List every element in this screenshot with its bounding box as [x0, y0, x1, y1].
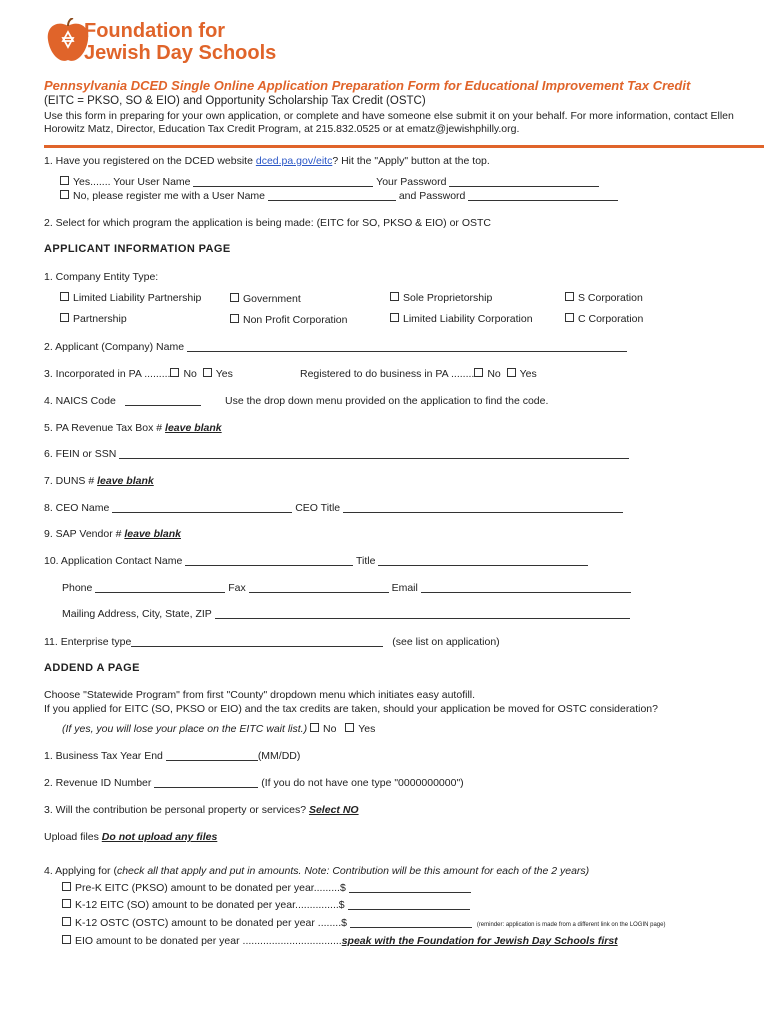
form-title: Pennsylvania DCED Single Online Application Preparation Form for Educational Improvement Tax Credit	[44, 78, 691, 93]
checkbox[interactable]	[565, 292, 574, 301]
checkbox[interactable]	[230, 314, 239, 323]
new-username-field[interactable]	[268, 190, 396, 201]
entity-option[interactable]	[390, 292, 492, 304]
entity-option-label: Sole Proprietorship	[403, 292, 493, 304]
checkbox[interactable]	[62, 917, 71, 926]
entity-option-label: S Corporation	[578, 292, 643, 304]
checkbox[interactable]	[60, 190, 69, 199]
checkbox[interactable]	[390, 292, 399, 301]
ceo-name-label: 8. CEO Name	[44, 502, 110, 514]
pkso-amount-field[interactable]	[349, 882, 471, 893]
incorporated-yes: Yes	[215, 368, 233, 380]
applying-item	[62, 882, 471, 894]
ceo-title-field[interactable]	[343, 502, 623, 513]
registered-label: Registered to do business in PA ........	[300, 368, 475, 380]
applicant-heading: APPLICANT INFORMATION PAGE	[44, 243, 231, 255]
upload-label: Upload files	[44, 831, 102, 843]
contribution-note: Select NO	[308, 804, 359, 816]
ceo-name-field[interactable]	[112, 502, 292, 513]
enterprise-row	[44, 636, 500, 648]
applying-item-label: Pre-K EITC (PKSO) amount to be donated per year.........$	[75, 882, 346, 894]
question-1	[44, 155, 490, 167]
addend-line-2: If you applied for EITC (SO, PKSO or EIO) and the tax credits are taken, should your application be moved for OSTC consideration?	[44, 703, 658, 715]
checkbox[interactable]	[62, 882, 71, 891]
phone-field[interactable]	[95, 582, 225, 593]
checkbox[interactable]	[390, 313, 399, 322]
naics-row	[44, 395, 201, 407]
question-2: 2. Select for which program the application is being made: (EITC for SO, PKSO & EIO) or OSTC	[44, 217, 492, 229]
contribution-label: 3. Will the contribution be personal property or services?	[44, 804, 309, 816]
q1-no-row	[60, 190, 618, 202]
addend-line-3: (If yes, you will lose your place on the EITC wait list.)	[62, 723, 308, 735]
pa-revenue-label: 5. PA Revenue Tax Box #	[44, 422, 166, 434]
enterprise-note: (see list on application)	[392, 636, 500, 648]
enterprise-label: 11. Enterprise type	[44, 636, 132, 648]
entity-option-label: Limited Liability Corporation	[403, 313, 533, 325]
applying-item	[62, 917, 665, 929]
sap-row	[44, 528, 181, 540]
applying-label: 4. Applying for (	[44, 865, 117, 877]
applicant-name-field[interactable]	[187, 341, 627, 352]
new-password-field[interactable]	[468, 190, 618, 201]
entity-option[interactable]	[60, 292, 201, 304]
revenue-id-label: 2. Revenue ID Number	[44, 777, 152, 789]
contact-title-field[interactable]	[378, 555, 588, 566]
dced-link[interactable]: dced.pa.gov/eitc	[255, 155, 333, 167]
applicant-name-label: 2. Applicant (Company) Name	[44, 341, 185, 353]
tax-year-field[interactable]	[166, 750, 258, 761]
contact-title-label: Title	[356, 555, 376, 567]
checkbox[interactable]	[310, 723, 319, 732]
email-field[interactable]	[421, 582, 631, 593]
username-field[interactable]	[193, 176, 373, 187]
tax-year-row	[44, 750, 300, 762]
logo-line-1: Foundation for	[84, 20, 226, 42]
q1-yes-row	[60, 176, 599, 188]
registered-yes: Yes	[519, 368, 537, 380]
upload-note: Do not upload any files	[101, 831, 218, 843]
incorporated-row	[44, 368, 233, 380]
checkbox[interactable]	[60, 176, 69, 185]
entity-option[interactable]	[60, 313, 127, 325]
phone-label: Phone	[62, 582, 93, 594]
revenue-id-note: (If you do not have one type "0000000000")	[261, 777, 464, 789]
q1-prefix: 1. Have you registered on the DCED website	[44, 155, 256, 167]
applying-label-italic: check all that apply and put in amounts. Note: Contribution will be this amount for each of the 2 years)	[116, 865, 590, 877]
contact-row	[44, 555, 588, 567]
entity-option[interactable]	[565, 313, 643, 325]
entity-option-label: Partnership	[73, 313, 127, 325]
registered-row	[300, 368, 537, 380]
q1-suffix: ? Hit the "Apply" button at the top.	[332, 155, 490, 167]
registered-no: No	[487, 368, 501, 380]
checkbox[interactable]	[203, 368, 212, 377]
applicant-name-row	[44, 341, 627, 353]
fein-field[interactable]	[119, 448, 629, 459]
naics-note: Use the drop down menu provided on the application to find the code.	[225, 395, 549, 407]
duns-row	[44, 475, 154, 487]
sap-note: leave blank	[124, 528, 181, 540]
naics-field[interactable]	[125, 395, 201, 406]
checkbox[interactable]	[565, 313, 574, 322]
fax-label: Fax	[228, 582, 246, 594]
entity-label: 1. Company Entity Type:	[44, 271, 159, 283]
divider	[44, 145, 764, 148]
mailing-row	[62, 608, 630, 620]
applying-item-label: EIO amount to be donated per year ..................................	[75, 935, 342, 947]
email-label: Email	[391, 582, 418, 594]
addend-no: No	[323, 723, 337, 735]
applying-row	[44, 865, 589, 877]
q1-password-label: Your Password	[376, 176, 447, 188]
contact-name-label: 10. Application Contact Name	[44, 555, 183, 567]
checkbox[interactable]	[507, 368, 516, 377]
applying-item	[62, 899, 470, 911]
entity-option-label: Non Profit Corporation	[243, 314, 348, 326]
mailing-label: Mailing Address, City, State, ZIP	[62, 608, 212, 620]
entity-option-label: Government	[243, 293, 301, 305]
fax-field[interactable]	[249, 582, 389, 593]
enterprise-field[interactable]	[131, 636, 383, 647]
addend-line-1: Choose "Statewide Program" from first "County" dropdown menu which initiates easy autofill.	[44, 689, 476, 701]
incorporated-label: 3. Incorporated in PA .........	[44, 368, 171, 380]
checkbox[interactable]	[474, 368, 483, 377]
fein-label: 6. FEIN or SSN	[44, 448, 117, 460]
revenue-id-field[interactable]	[154, 777, 258, 788]
revenue-id-row	[44, 777, 464, 789]
so-amount-field[interactable]	[348, 899, 470, 910]
checkbox[interactable]	[62, 935, 71, 944]
ceo-row	[44, 502, 623, 514]
q1-no-label: No, please register me with a User Name	[73, 190, 265, 202]
entity-option[interactable]	[565, 292, 643, 304]
fein-row	[44, 448, 629, 460]
ostc-amount-field[interactable]	[350, 917, 472, 928]
contribution-row	[44, 804, 359, 816]
pa-revenue-note: leave blank	[165, 422, 222, 434]
intro-text: Use this form in preparing for your own application, or complete and have someone else submit it on your behalf. For more information, contact Ellen Horowitz Matz, Director, Education Tax Credit Program, at 215.832.0525 or at ematz@jewishphilly.org.	[44, 110, 734, 135]
addend-line-3-row	[62, 723, 375, 735]
upload-row	[44, 831, 217, 843]
tax-year-label: 1. Business Tax Year End	[44, 750, 163, 762]
ceo-title-label: CEO Title	[295, 502, 341, 514]
naics-label: 4. NAICS Code	[44, 395, 116, 407]
checkbox[interactable]	[170, 368, 179, 377]
logo-line-2: Jewish Day Schools	[84, 42, 277, 64]
checkbox[interactable]	[60, 292, 69, 301]
phone-row	[62, 582, 631, 594]
incorporated-no: No	[183, 368, 197, 380]
eio-note: speak with the Foundation for Jewish Day Schools first	[341, 935, 618, 947]
duns-note: leave blank	[97, 475, 154, 487]
applying-item-label: K-12 EITC (SO) amount to be donated per year...............$	[75, 899, 345, 911]
checkbox[interactable]	[345, 723, 354, 732]
contact-name-field[interactable]	[185, 555, 353, 566]
addend-heading: ADDEND A PAGE	[44, 662, 140, 674]
mailing-field[interactable]	[215, 608, 630, 619]
entity-option-label: Limited Liability Partnership	[73, 292, 202, 304]
entity-option[interactable]	[230, 314, 347, 326]
form-subtitle: (EITC = PKSO, SO & EIO) and Opportunity Scholarship Tax Credit (OSTC)	[44, 95, 426, 107]
checkbox[interactable]	[62, 899, 71, 908]
sap-label: 9. SAP Vendor #	[44, 528, 125, 540]
pa-revenue-row	[44, 422, 222, 434]
password-field[interactable]	[449, 176, 599, 187]
q1-yes-label: Yes....... Your User Name	[73, 176, 191, 188]
applying-item	[62, 935, 618, 947]
entity-option[interactable]	[230, 293, 301, 305]
entity-option-label: C Corporation	[578, 313, 644, 325]
reminder-note: (reminder: application is made from a different link on the LOGIN page)	[476, 922, 666, 928]
q1-and-password-label: and Password	[398, 190, 466, 202]
applying-item-label: K-12 OSTC (OSTC) amount to be donated per year ........$	[75, 917, 347, 929]
tax-year-note: (MM/DD)	[257, 750, 301, 762]
checkbox[interactable]	[230, 293, 239, 302]
entity-option[interactable]	[390, 313, 533, 325]
addend-yes: Yes	[358, 723, 376, 735]
duns-label: 7. DUNS #	[44, 475, 98, 487]
logo	[44, 16, 294, 68]
checkbox[interactable]	[60, 313, 69, 322]
